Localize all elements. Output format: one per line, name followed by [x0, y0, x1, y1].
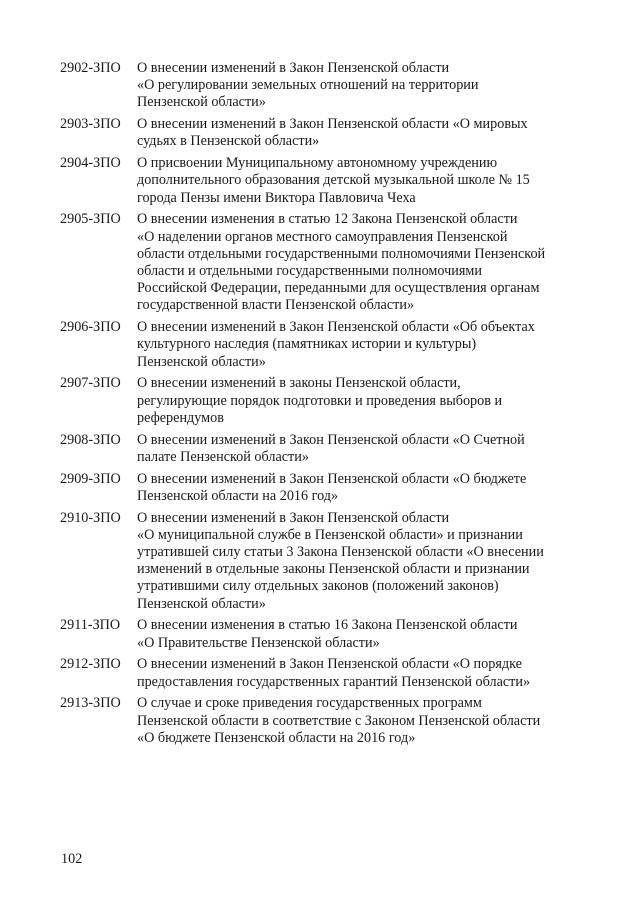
- law-title: О внесении изменения в статью 12 Закона Пензенской области «О наделении органов местного самоуправления Пензенской области отдельными государственными полномочиями Пензенской области и отдельными государственными полномочиями Российской Федерации, переданными для осуществления органам государственной власти Пензенской области»: [137, 211, 546, 314]
- law-number: 2908-ЗПО: [60, 431, 121, 448]
- law-entry: [60, 471, 580, 505]
- law-entry: [60, 695, 580, 747]
- law-entry: [60, 116, 580, 150]
- law-entry: [60, 319, 580, 371]
- law-number: 2902-ЗПО: [60, 60, 121, 76]
- law-number: 2906-ЗПО: [60, 319, 121, 336]
- law-title: О внесении изменения в статью 16 Закона Пензенской области «О Правительстве Пензенской области»: [137, 617, 518, 651]
- law-number: 2907-ЗПО: [60, 375, 121, 392]
- law-number: 2905-ЗПО: [60, 211, 121, 228]
- law-title: О присвоении Муниципальному автономному учреждению дополнительного образования детской музыкальной школе № 15 города Пензы имени Виктора Павловича Чеха: [137, 155, 530, 206]
- law-title: О внесении изменений в Закон Пензенской области «О муниципальной службе в Пензенской области» и признании утратившей силу статьи 3 Закона Пензенской области «О внесении изменений в отдельные законы Пензенской области и признании утратившими силу отдельных законов (положений законов) Пензенской области»: [137, 509, 544, 612]
- law-title: О внесении изменений в Закон Пензенской области «Об объектах культурного наследия (памятниках истории и культуры) Пензенской области»: [137, 319, 535, 370]
- law-title: О внесении изменений в законы Пензенской области, регулирующие порядок подготовки и проведения выборов и референдумов: [137, 375, 503, 426]
- law-title: О внесении изменений в Закон Пензенской области «О порядке предоставления государственных гарантий Пензенской области»: [137, 656, 531, 690]
- law-entry: [60, 60, 580, 112]
- law-title: О внесении изменений в Закон Пензенской области «О бюджете Пензенской области на 2016 год»: [137, 470, 527, 504]
- law-list: [60, 60, 580, 752]
- law-number: 2911-ЗПО: [60, 617, 121, 634]
- law-number: 2903-ЗПО: [60, 116, 121, 133]
- law-number: 2910-ЗПО: [60, 509, 121, 526]
- law-number: 2912-ЗПО: [60, 656, 121, 673]
- law-entry: [60, 617, 580, 651]
- law-number: 2904-ЗПО: [60, 155, 121, 172]
- law-title: О внесении изменений в Закон Пензенской области «О регулировании земельных отношений на территории Пензенской области»: [137, 60, 479, 111]
- law-entry: [60, 211, 580, 314]
- law-entry: [60, 510, 580, 613]
- law-entry: [60, 656, 580, 690]
- law-number: 2913-ЗПО: [60, 695, 121, 712]
- law-title: О внесении изменений в Закон Пензенской области «О мировых судьях в Пензенской области»: [137, 116, 528, 150]
- law-entry: [60, 375, 580, 427]
- law-entry: [60, 432, 580, 466]
- law-entry: [60, 155, 580, 207]
- law-title: О внесении изменений в Закон Пензенской области «О Счетной палате Пензенской области»: [137, 431, 525, 465]
- page-number: 102: [61, 851, 83, 867]
- law-number: 2909-ЗПО: [60, 470, 121, 487]
- law-title: О случае и сроке приведения государственных программ Пензенской области в соответствие с Законом Пензенской области «О бюджете Пензенской области на 2016 год»: [137, 695, 541, 746]
